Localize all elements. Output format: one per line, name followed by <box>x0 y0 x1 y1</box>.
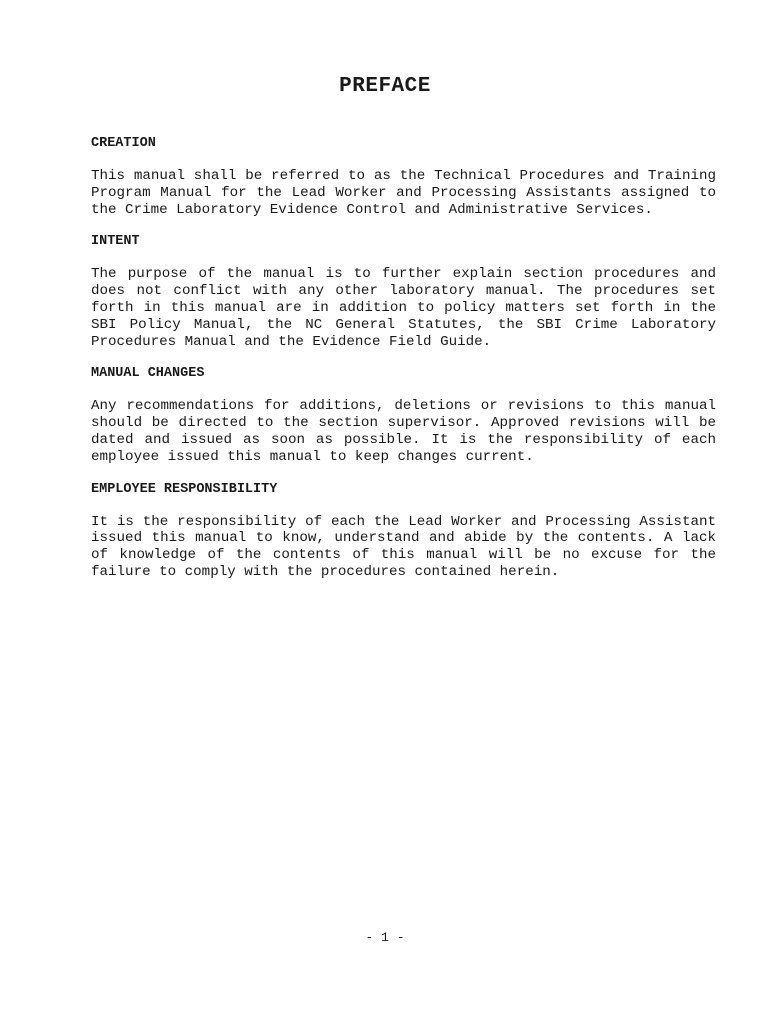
document-content <box>91 134 716 595</box>
page-number: - 1 - <box>365 930 405 945</box>
section-creation <box>91 134 716 218</box>
section-heading-intent: INTENT <box>91 234 140 250</box>
section-manual-changes <box>91 364 716 465</box>
page-title: PREFACE <box>339 75 431 98</box>
section-body-intent: The purpose of the manual is to further explain section procedures and does not conflict with any other laboratory manual. The procedures set forth in this manual are in addition to policy matters set forth in the SBI Policy Manual, the NC General Statutes, the SBI Crime Laboratory Procedures Manual and the Evidence Field Guide. <box>91 266 716 350</box>
section-heading-employee-responsibility: EMPLOYEE RESPONSIBILITY <box>91 481 278 497</box>
section-body-employee-responsibility: It is the responsibility of each the Lead Worker and Processing Assistant issued this manual to know, understand and abide by the contents. A lack of knowledge of the contents of this manual will be no excuse for the failure to comply with the procedures contained herein. <box>91 513 716 580</box>
section-body-creation: This manual shall be referred to as the Technical Procedures and Training Program Manual for the Lead Worker and Processing Assistants assigned to the Crime Laboratory Evidence Control and Administrative Services. <box>91 168 716 218</box>
section-body-manual-changes: Any recommendations for additions, deletions or revisions to this manual should be directed to the section supervisor. Approved revisions will be dated and issued as soon as possible. It is the responsibility of each employee issued this manual to keep changes current. <box>91 398 716 465</box>
section-heading-creation: CREATION <box>91 136 156 151</box>
section-employee-responsibility <box>91 480 716 581</box>
section-heading-manual-changes: MANUAL CHANGES <box>91 366 205 382</box>
section-intent <box>91 232 716 350</box>
